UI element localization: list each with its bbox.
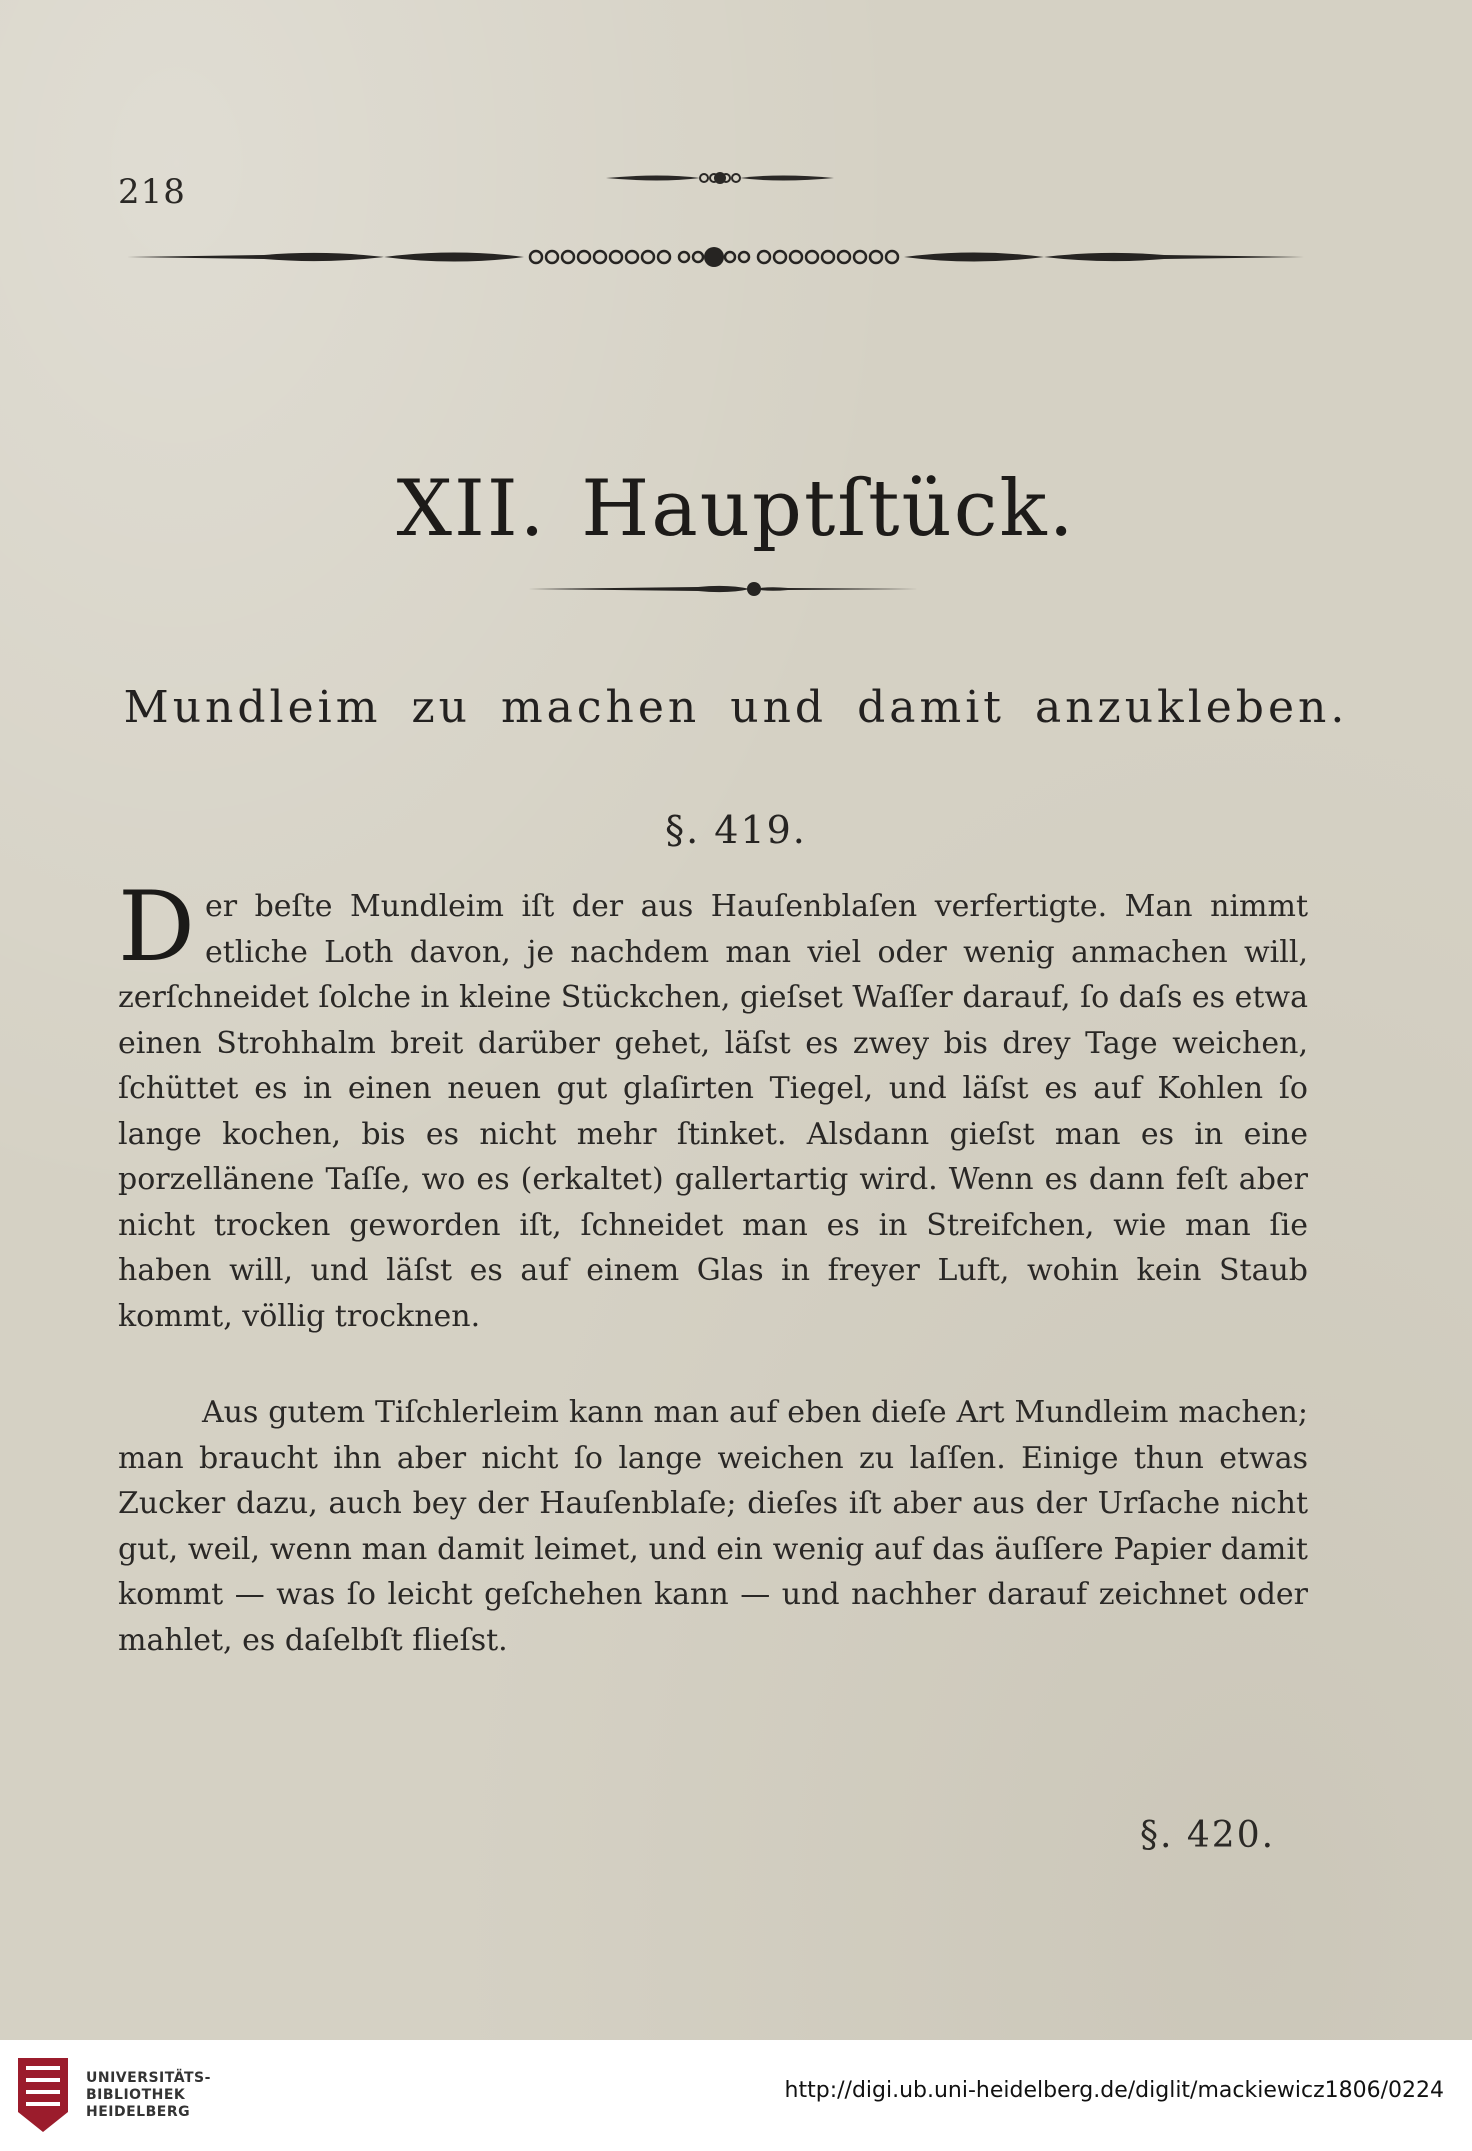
paragraph-1 bbox=[118, 871, 1308, 1339]
chapter-rule-ornament bbox=[124, 240, 1304, 274]
paragraph-2: Aus gutem Tiſchlerleim kann man auf eben dieſe Art Mundleim machen; man braucht ihn aber nicht ſo lange weichen zu laſſen. Einige thun etwas Zucker dazu, auch bey der Hauſenblaſe; dieſes iſt aber aus der Urſache nicht gut, weil, wenn man damit leimet, und ein wenig auf das äuſſere Papier damit kommt — was ſo leicht geſchehen kann — und nachher darauf zeichnet oder mahlet, es daſelbſt flieſst. bbox=[118, 1395, 1308, 1658]
library-logo-icon bbox=[8, 2052, 78, 2138]
title-rule-ornament bbox=[528, 578, 918, 600]
section-mark: §. 419. bbox=[665, 808, 807, 852]
catchword-next-section: §. 420. bbox=[1140, 1815, 1276, 1856]
source-url-link[interactable]: http://digi.ub.uni-heidelberg.de/diglit/mackiewicz1806/0224 bbox=[784, 2078, 1444, 2103]
library-name-line-2: BIBLIOTHEK bbox=[86, 2087, 186, 2103]
library-name-line-1: UNIVERSITÄTS- bbox=[86, 2070, 211, 2086]
library-name bbox=[86, 2070, 211, 2121]
header-ornament bbox=[600, 166, 840, 190]
paragraph-1-text: er beſte Mundleim iſt der aus Hauſenblaſen verfertigte. Man nimmt etliche Loth davon, je nachdem man viel oder wenig anmachen will, zerſchneidet ſolche in kleine Stückchen, gieſset Waſſer darauf, ſo daſs es etwa einen Strohhalm breit darüber gehet, läſst es zwey bis drey Tage weichen, ſchüttet es in einen neuen gut glaſirten Tiegel, und läſst es auf Kohlen ſo lange kochen, bis es nicht mehr ſtinket. Alsdann gieſst man es in eine porzellänene Taſſe, wo es (erkaltet) gallertartig wird. Wenn es dann feſt aber nicht trocken geworden iſt, ſchneidet man es in Streifchen, wie man ſie haben will, und läſst es auf einem Glas in freyer Luft, wohin kein Staub kommt, völlig trocknen. bbox=[118, 889, 1308, 1334]
drop-capital: D bbox=[118, 871, 195, 983]
section-subtitle: Mundleim zu machen und damit anzukleben. bbox=[123, 682, 1349, 733]
chapter-title: XII. Hauptſtück. bbox=[396, 464, 1076, 554]
library-name-line-3: HEIDELBERG bbox=[86, 2104, 191, 2120]
footer-bar bbox=[0, 2040, 1472, 2151]
page-number: 218 bbox=[118, 172, 186, 212]
